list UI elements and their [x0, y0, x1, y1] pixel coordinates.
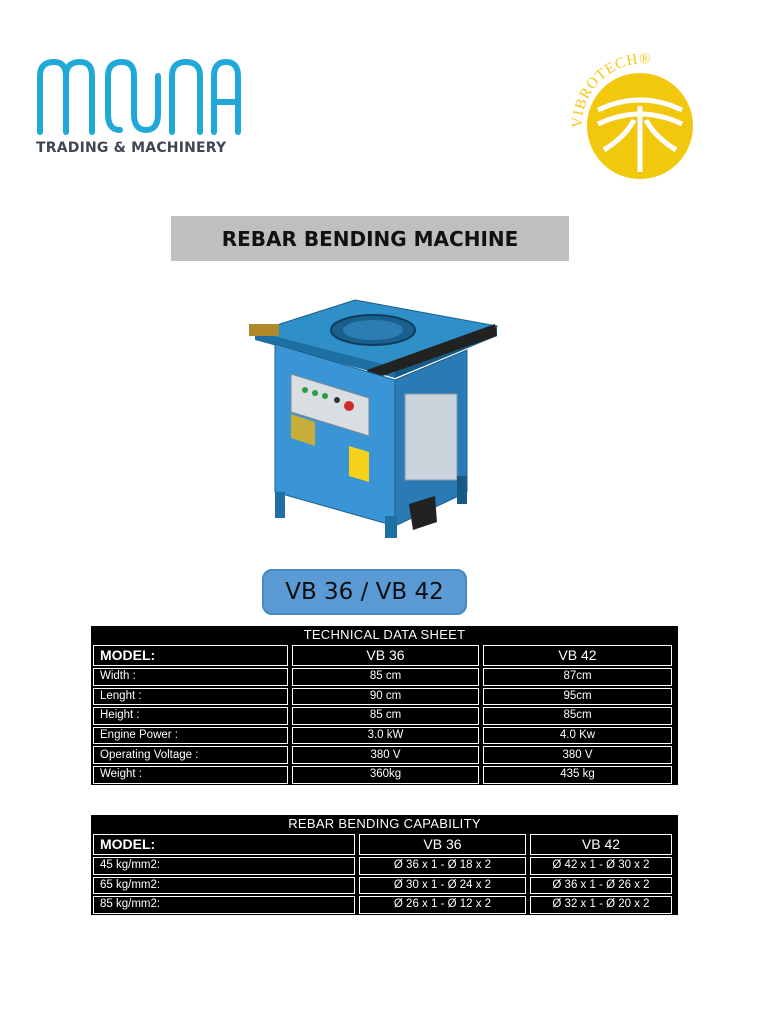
table-row	[91, 726, 678, 746]
technical-data-table	[91, 626, 678, 785]
header-vb36: VB 36	[292, 645, 479, 666]
title-banner	[171, 216, 569, 261]
table-row	[91, 876, 678, 896]
row-label: Width :	[93, 668, 288, 686]
table-row	[91, 667, 678, 687]
table-row	[91, 745, 678, 765]
row-label: Operating Voltage :	[93, 746, 288, 764]
row-value-vb42: Ø 36 x 1 - Ø 26 x 2	[530, 877, 672, 895]
row-value-vb36: Ø 26 x 1 - Ø 12 x 2	[359, 896, 526, 914]
header-vb36: VB 36	[359, 834, 526, 855]
page-title: REBAR BENDING MACHINE	[221, 226, 519, 251]
row-value-vb42: 4.0 Kw	[483, 727, 672, 745]
row-value-vb42: 87cm	[483, 668, 672, 686]
header-model: MODEL:	[93, 645, 288, 666]
row-value-vb36: 85 cm	[292, 668, 479, 686]
model-label-text: VB 36 / VB 42	[285, 579, 444, 605]
header-model: MODEL:	[93, 834, 355, 855]
row-value-vb36: 360kg	[292, 766, 479, 784]
row-value-vb42: Ø 32 x 1 - Ø 20 x 2	[530, 896, 672, 914]
header-vb42: VB 42	[530, 834, 672, 855]
machine-image	[245, 296, 505, 541]
row-value-vb36: 85 cm	[292, 707, 479, 725]
mona-subtitle: TRADING & MACHINERY	[36, 140, 227, 156]
table-row	[91, 687, 678, 707]
table-row	[91, 706, 678, 726]
technical-data-heading: TECHNICAL DATA SHEET	[303, 627, 466, 642]
row-label: Engine Power :	[93, 727, 288, 745]
capability-table	[91, 815, 678, 915]
row-value-vb42: 435 kg	[483, 766, 672, 784]
rebar-bender-illustration	[245, 296, 505, 541]
row-value-vb36: Ø 30 x 1 - Ø 24 x 2	[359, 877, 526, 895]
row-value-vb42: 95cm	[483, 688, 672, 706]
vibrotech-emblem	[568, 50, 718, 190]
row-value-vb36: 3.0 kW	[292, 727, 479, 745]
row-label: Weight :	[93, 766, 288, 784]
row-label: Height :	[93, 707, 288, 725]
table-header-row	[91, 644, 678, 667]
row-label: 65 kg/mm2:	[93, 877, 355, 895]
row-value-vb42: 380 V	[483, 746, 672, 764]
table-row	[91, 765, 678, 785]
row-label: Lenght :	[93, 688, 288, 706]
header-vb42: VB 42	[483, 645, 672, 666]
row-value-vb36: Ø 36 x 1 - Ø 18 x 2	[359, 857, 526, 875]
model-label	[262, 569, 467, 615]
row-value-vb36: 380 V	[292, 746, 479, 764]
row-label: 85 kg/mm2:	[93, 896, 355, 914]
capability-heading: REBAR BENDING CAPABILITY	[288, 816, 481, 831]
row-label: 45 kg/mm2:	[93, 857, 355, 875]
row-value-vb42: Ø 42 x 1 - Ø 30 x 2	[530, 857, 672, 875]
mona-logo	[34, 52, 244, 162]
row-value-vb42: 85cm	[483, 707, 672, 725]
table-header-row	[91, 833, 678, 856]
row-value-vb36: 90 cm	[292, 688, 479, 706]
mona-wordmark	[34, 52, 244, 138]
table-row	[91, 856, 678, 876]
table-row	[91, 895, 678, 915]
vibrotech-name: VIBROTECH®	[569, 51, 652, 129]
vibrotech-logo	[568, 50, 718, 190]
